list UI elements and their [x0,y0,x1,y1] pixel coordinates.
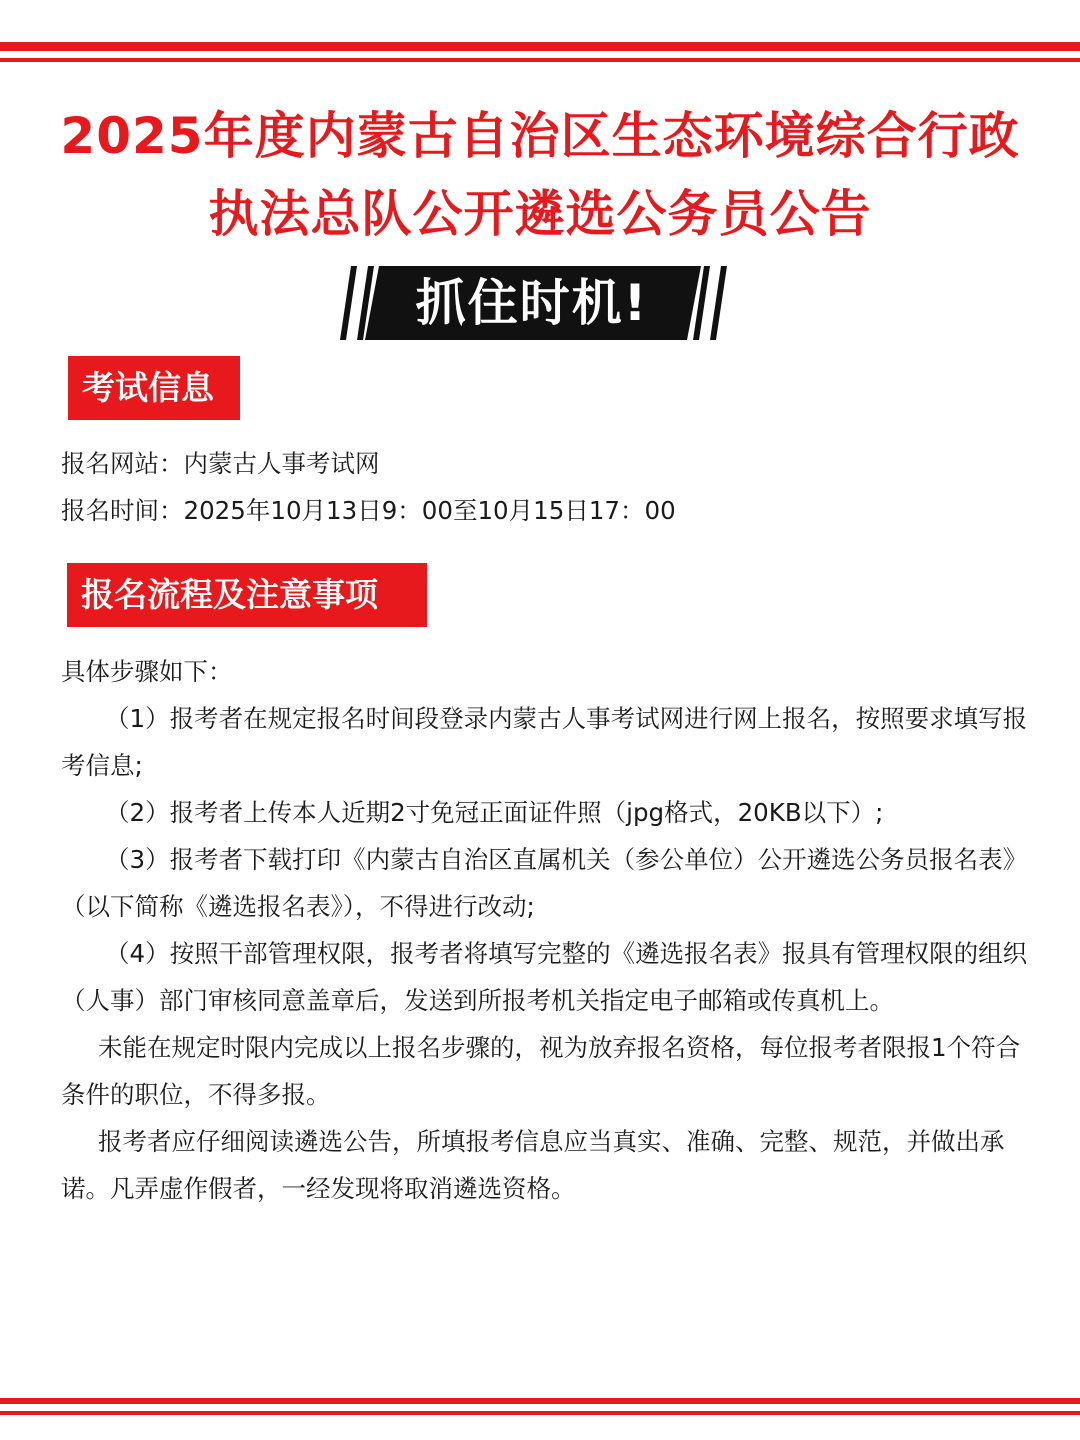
slogan-banner [326,266,738,340]
registration-time: 报名时间：2025年10月13日9：00至10月15日17：00 [61,496,676,525]
process-step-1: （1）报考者在规定报名时间段登录内蒙古人事考试网进行网上报名，按照要求填写报考信息; [61,704,1028,780]
process-step-3: （3）报考者下载打印《内蒙古自治区直属机关（参公单位）公开遴选公务员报名表》（以下简称《遴选报名表》），不得进行改动; [61,845,1028,921]
top-rule-thin [0,58,1080,62]
bottom-rule-thick [0,1398,1080,1404]
page-title-line-2: 执法总队公开遴选公务员公告 [208,185,872,243]
process-body [61,648,1033,1212]
process-step-4: （4）按照干部管理权限，报考者将填写完整的《遴选报名表》报具有管理权限的组织（人事）部门审核同意盖章后，发送到所报考机关指定电子邮箱或传真机上。 [61,939,1028,1015]
section-tag-process: 报名流程及注意事项 [67,563,427,627]
process-intro: 具体步骤如下： [61,657,233,686]
process-note-1: 未能在规定时限内完成以上报名步骤的，视为放弃报名资格，每位报考者限报1个符合条件的职位，不得多报。 [61,1033,1021,1109]
process-note-2: 报考者应仔细阅读遴选公告，所填报考信息应当真实、准确、完整、规范，并做出承诺。凡弄虚作假者，一经发现将取消遴选资格。 [61,1127,1005,1203]
process-step-2: （2）报考者上传本人近期2寸免冠正面证件照（jpg格式，20KB以下）; [105,798,884,827]
bottom-rule-thin [0,1411,1080,1415]
top-rule-thick [0,42,1080,51]
section-tag-exam-info: 考试信息 [68,356,240,420]
slogan-text: 抓住时机! [415,274,649,332]
registration-website: 报名网站：内蒙古人事考试网 [61,449,380,478]
page-title-line-1: 2025年度内蒙古自治区生态环境综合行政 [60,107,1020,165]
